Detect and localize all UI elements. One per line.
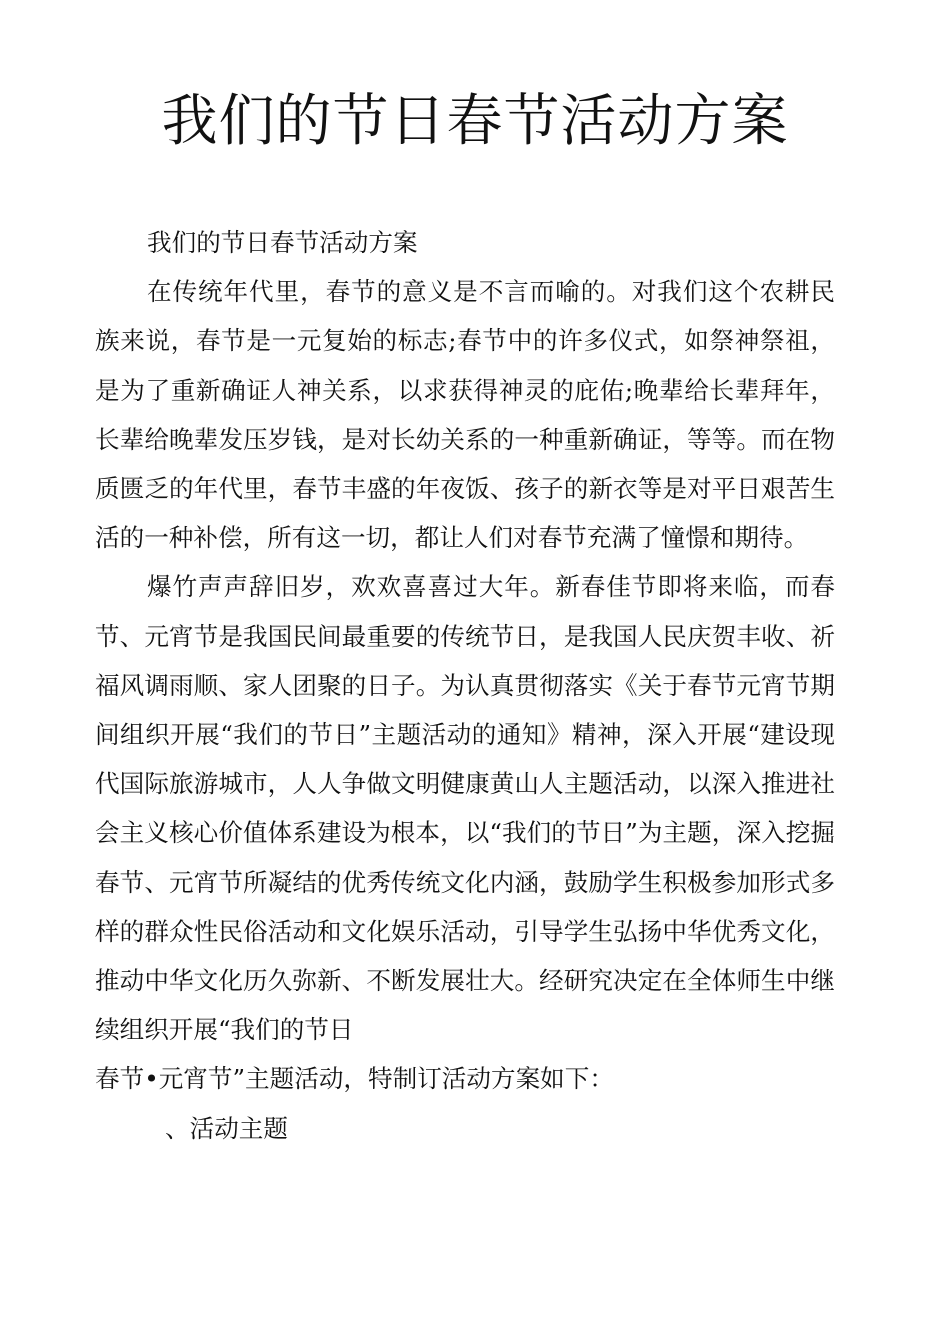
paragraph-subtitle: 我们的节日春节活动方案 — [147, 228, 418, 257]
paragraph-purpose: 爆竹声声辞旧岁，欢欢喜喜过大年。新春佳节即将来临，而春节、元宵节是我国民间最重要的传统节日，是我国人民庆贺丰收、祈福风调雨顺、家人团聚的日子。为认真贯彻落实《关于春节元宵节期间组织开展“我们的节日”主题活动的通知》精神，深入开展“建设现代国际旅游城市，人人争做文明健康黄山人主题活动，以深入推进社会主义核心价值体系建设为根本，以“我们的节日”为主题，深入挖掘春节、元宵节所凝结的优秀传统文化内涵，鼓励学生积极参加形式多样的群众性民俗活动和文化娱乐活动，引导学生弘扬中华优秀文化，推动中华文化历久弥新、不断发展壮大。经研究决定在全体师生中继续组织开展“我们的节日 — [95, 572, 835, 1045]
document-body — [95, 218, 835, 1153]
document-title: 我们的节日春节活动方案 — [161, 89, 789, 154]
paragraph-tradition: 在传统年代里，春节的意义是不言而喻的。对我们这个农耕民族来说，春节是一元复始的标志;春节中的许多仪式，如祭神祭祖，是为了重新确证人神关系，以求获得神灵的庇佑;晚辈给长辈拜年，长辈给晚辈发压岁钱，是对长幼关系的一种重新确证，等等。而在物质匮乏的年代里，春节丰盛的年夜饭、孩子的新衣等是对平日艰苦生活的一种补偿，所有这一切，都让人们对春节充满了憧憬和期待。 — [95, 277, 835, 553]
section-heading-theme: 、活动主题 — [165, 1113, 288, 1143]
paragraph-continuation: 春节•元宵节”主题活动，特制订活动方案如下： — [95, 1064, 614, 1094]
